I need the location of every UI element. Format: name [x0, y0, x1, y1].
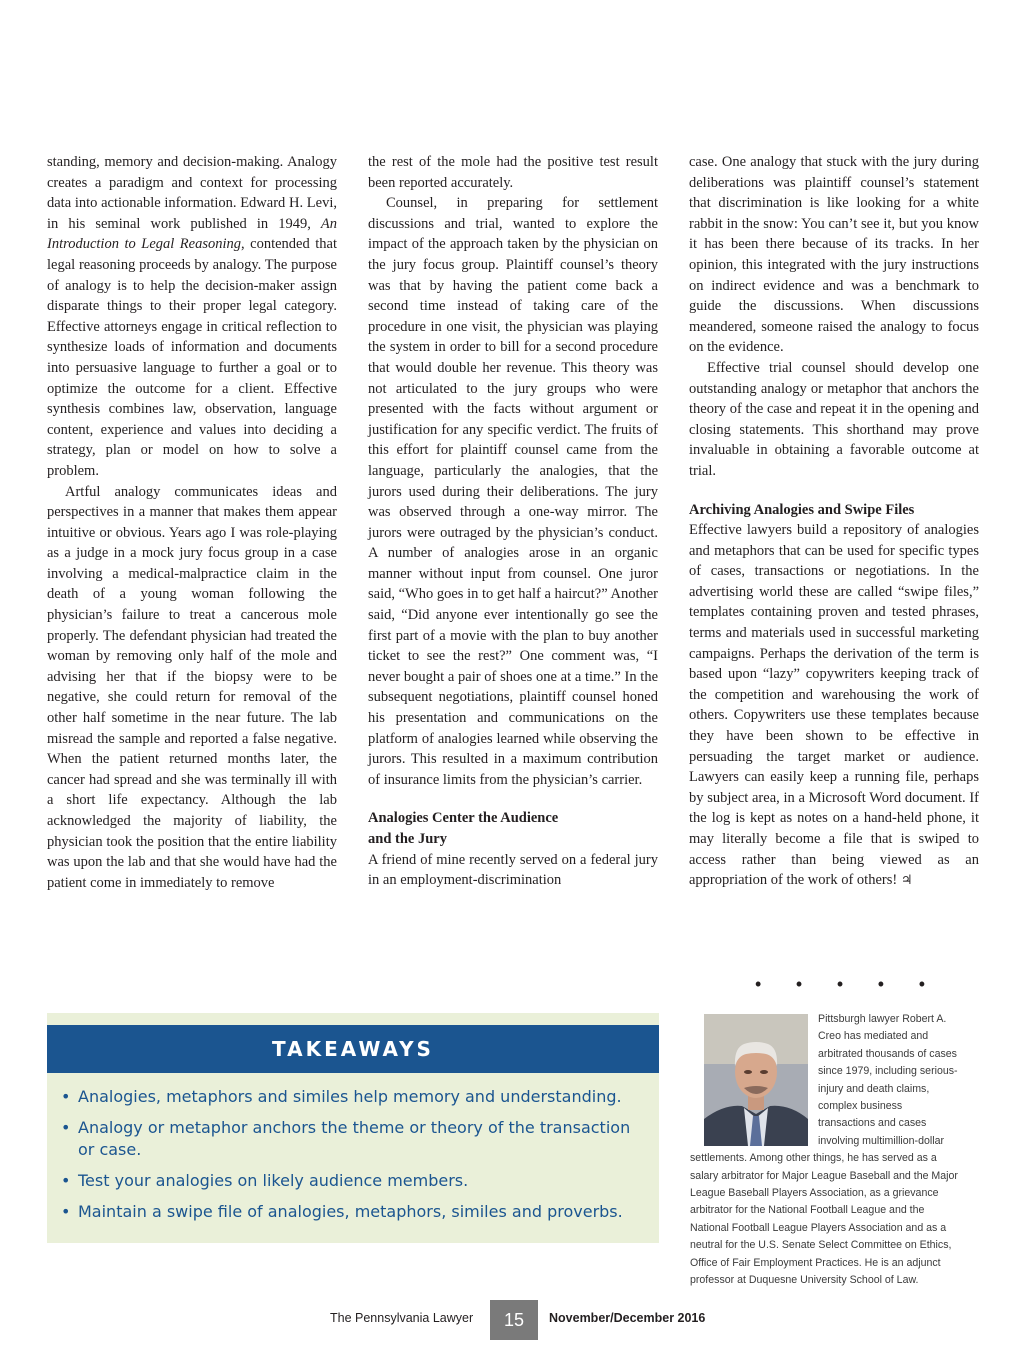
divider-dot: • [836, 974, 844, 994]
page-number: 15 [490, 1300, 538, 1340]
col1-p1-text-a: standing, memory and decision-making. Analogy creates a paradigm and context for processing data into actionable information. Edward H. Levi, in his seminal work published in 1949, [47, 154, 337, 232]
bullet-icon: • [61, 1202, 71, 1221]
end-mark-icon: ♃ [900, 872, 913, 888]
footer-publication: The Pennsylvania Lawyer [330, 1311, 474, 1325]
book-title: An Introduction to Legal Reasoning [47, 215, 337, 253]
col2-paragraph-3: A friend of mine recently served on a federal jury in an employment-discrimination [368, 851, 658, 889]
takeaway-text: Analogies, metaphors and similes help memory and understanding. [78, 1087, 622, 1106]
takeaways-list [61, 1077, 636, 1223]
takeaway-item [61, 1117, 636, 1161]
section-divider-dots [755, 974, 925, 995]
col2-paragraph-2: Counsel, in preparing for settlement discussions and trial, wanted to explore the impact of the approach taken by the physician on the jury focus group. Plaintiff counsel’s theory was that by having the patient come back a second time instead of taking care of the procedure in one visit, the physician was playing the system in order to bill for a second procedure that would double her revenue. This theory was not articulated to the jury groups who were presented with the facts without argument or justification for any specific verdict. The fruits of this effort for plaintiff counsel came from the language, particularly the analogies, that the jurors used during their deliberations. The jury was observed through a one-way mirror. The jurors were outraged by the physician’s conduct. A number of analogies arose in an organic manner without input from counsel. One juror said, “Who goes in to get half a haircut?” Another said, “Did anyone ever intentionally go see the first part of a movie with the plan to buy another ticket to see the rest?” One comment was, “I never bought a pair of shoes one at a time.” In the subsequent negotiations, plaintiff counsel honed his presentation and communications on the platform of analogies learned while observing the jurors. This resulted in a maximum contribution of insurance limits from the physician’s carrier. [368, 195, 658, 788]
article-column-1 [47, 152, 337, 893]
bullet-icon: • [61, 1171, 71, 1190]
col1-paragraph-2: Artful analogy communicates ideas and perspectives in a manner that makes them appear intuitive or obvious. Years ago I was role-playing as a judge in a mock jury focus group in a case involving a medical-malpractice claim in the death of a young woman following the physician’s failure to treat a cancerous mole properly. The defendant physician had treated the woman by removing only half of the mole and advising her that if the biopsy were to be negative, she could return for removal of the other half sometime in the near future. The lab misread the sample and reported a false negative. When the patient returned months later, the cancer had spread and she was terminally ill with a short life expectancy. Although the lab acknowledged the majority of liability, the physician took the position that the entire liability was upon the lab and that she would have had the patient come in immediately to remove [47, 483, 337, 891]
takeaway-text: Maintain a swipe file of analogies, metaphors, similes and proverbs. [78, 1202, 623, 1221]
col1-paragraph-1 [47, 152, 337, 482]
article-column-2 [368, 152, 658, 891]
takeaways-box [47, 1013, 659, 1243]
takeaway-text: Analogy or metaphor anchors the theme or theory of the transaction or case. [78, 1118, 631, 1159]
takeaways-title: TAKEAWAYS [47, 1025, 659, 1073]
article-column-3 [689, 152, 979, 891]
section-heading-analogies-center [368, 808, 658, 849]
col1-p1-text-b: , contended that legal reasoning proceeds by analogy. The purpose of analogy is to help the decision-maker assign disparate things to their proper legal category. Effective attorneys engage in critical reflection to synthesize loads of information and documents into persuasive language to further a goal or to optimize the outcome for a client. Effective synthesis combines law, observation, language content, experience and values into deciding a strategy, plan or model on how to solve a problem. [47, 236, 337, 479]
bio-text: Pittsburgh lawyer Robert A. Creo has mediated and arbitrated thousands of cases since 1979, including serious-injury and death claims, complex business transactions and cases involving multimillion-dollar settlements. Among other things, he has served as a salary arbitrator for Major League Baseball and the Major League Baseball Players Association, as a grievance arbitrator for the National Football League and the National Football League Players Association and as a neutral for the U.S. Senate Select Committee on Ethics, Office of Fair Employment Practices. He is an adjunct professor at Duquesne University School of Law. [690, 1013, 958, 1287]
divider-dot: • [877, 974, 885, 994]
col3-paragraph-2: Effective trial counsel should develop one outstanding analogy or metaphor that anchors the theory of the case and repeat it in the opening and closing statements. This shorthand may prove invaluable in obtaining a favorable outcome at trial. [689, 359, 979, 479]
col3-p3-text: Effective lawyers build a repository of analogies and metaphors that can be used for specific types of cases, transactions or negotiations. In the advertising world these are called “swipe files,” templates containing proven and tested phrases, terms and materials used in successful marketing campaigns. Perhaps the derivation of the term is based upon “lazy” copywriters keeping track of the competition and warehousing the work of others. Copywriters use these templates because they have been shown to be effective in persuading the target market or audience. Lawyers can easily keep a running file, perhaps by subject area, in a Microsoft Word document. If the log is kept as notes on a hand-held phone, it may literally become a file that is swiped to access rather than being viewed as an appropriation of the work of others! [689, 522, 979, 889]
takeaway-item [61, 1201, 636, 1223]
section-heading-archiving: Archiving Analogies and Swipe Files [689, 501, 915, 518]
divider-dot: • [755, 974, 762, 994]
author-bio [690, 1011, 958, 1290]
divider-dot: • [918, 974, 925, 994]
col2-paragraph-1: the rest of the mole had the positive test result been reported accurately. [368, 154, 658, 191]
takeaway-item [61, 1086, 636, 1108]
photo-spacer [690, 1011, 818, 1149]
heading-line-2: and the Jury [368, 831, 447, 847]
takeaway-text: Test your analogies on likely audience members. [78, 1171, 469, 1190]
col3-paragraph-3 [689, 520, 979, 891]
takeaway-item [61, 1170, 636, 1192]
bullet-icon: • [61, 1118, 71, 1137]
footer-issue-date: November/December 2016 [549, 1311, 706, 1325]
col3-paragraph-1: case. One analogy that stuck with the jury during deliberations was plaintiff counsel’s statement that discrimination is like looking for a white rabbit in the snow: You can’t see it, but you know it has been there because of its tracks. In her opinion, this integrated with the jury instructions on indirect evidence and was a benchmark to guide the discussions. When discussions meandered, someone raised the analogy to focus on the evidence. [689, 154, 979, 356]
heading-line-1: Analogies Center the Audience [368, 810, 559, 827]
divider-dot: • [795, 974, 803, 994]
bullet-icon: • [61, 1087, 71, 1106]
